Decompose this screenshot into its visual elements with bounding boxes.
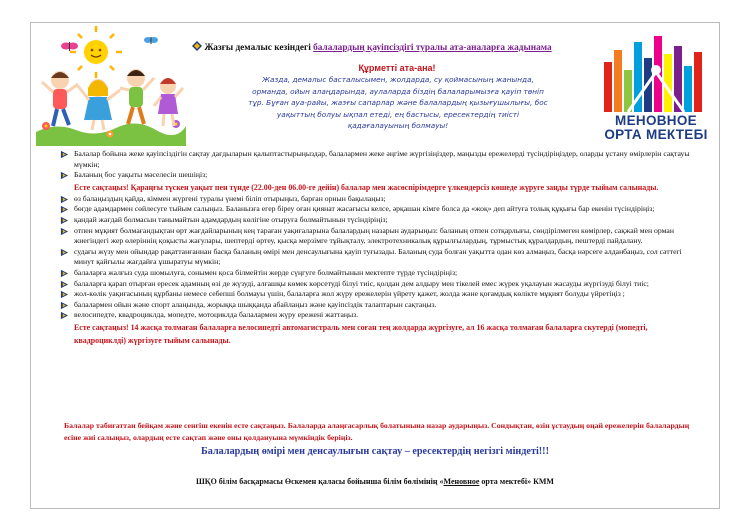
arrow-bullet-icon bbox=[60, 227, 69, 236]
greeting: Құрметті ата-ана! bbox=[358, 63, 436, 73]
intro-line: қадағалауының болмауы! bbox=[347, 121, 449, 131]
rule-item bbox=[60, 170, 700, 181]
intro-line: орманда, ойын алаңдарында, аулаларда біздің балаларымызға қауіп төніп bbox=[252, 86, 544, 96]
intro-line: Жазда, демалыс басталысымен, жолдарда, су қоймасының жанында, bbox=[262, 75, 534, 84]
school-logo bbox=[598, 32, 714, 144]
rule-item bbox=[60, 279, 700, 290]
arrow-bullet-icon bbox=[60, 280, 69, 289]
child-figure bbox=[120, 69, 154, 124]
rule-item bbox=[60, 300, 700, 311]
rule-text: Баланың бос уақыты мәселесін шешіңіз; bbox=[74, 170, 208, 180]
intro-line: тұр. Бұған ауа-райы, жазғы сапарлар және балалардың қызығушылығы, бос bbox=[248, 98, 548, 108]
motto: Балалардың өмірі мен денсаулығын сақтау – ересектердің негізгі міндеті!!! bbox=[201, 446, 549, 457]
footer-tail: орта мектебі» КММ bbox=[479, 477, 554, 486]
rule-item bbox=[60, 247, 700, 268]
logo-line1: МЕНОВНОЕ bbox=[615, 113, 697, 128]
arrow-bullet-icon bbox=[60, 205, 69, 214]
rule-item bbox=[60, 204, 700, 215]
rule-text: бөгде адамдармен сөйлесуге тыйым салыңыз. Баланызға егер біреу оған қиянат жасағысы келсе, әрқашан кімге болса да «жоқ» деп айтуға толық құқығы бар екенін түсіндіріңіз; bbox=[74, 204, 655, 214]
arrow-bullet-icon bbox=[60, 195, 69, 204]
rule-item bbox=[60, 310, 700, 321]
logo-line2: ОРТА МЕКТЕБІ bbox=[604, 127, 708, 142]
rule-item bbox=[60, 268, 700, 279]
arrow-bullet-icon bbox=[60, 150, 69, 159]
arrow-bullet-icon bbox=[60, 216, 69, 225]
arrow-bullet-icon bbox=[60, 301, 69, 310]
arrow-bullet-icon bbox=[60, 290, 69, 299]
rule-text: балалармен ойын және спорт алаңында, жорыққа шыққанда абайлаңыз және қауіпсіздік талаптарын сақтаңыз. bbox=[74, 299, 437, 309]
child-figure bbox=[42, 71, 78, 126]
arrow-bullet-icon bbox=[60, 311, 69, 320]
title-highlight: балалардың қауіпсіздігі туралы ата-аналарға жадынама bbox=[313, 43, 552, 53]
rule-text: судағы жүзу мен ойындар рақаттанғаннан басқа баланың өмірі мен денсаулығына қауіп туғызады. Баланың суда болған уақытта одан көз алмаңыз, басқа нәрсеге алданбаңыз, сол сәттегі минут қайғылы жағдайға ұшыратуы мүмкін; bbox=[74, 246, 682, 267]
children-illustration bbox=[36, 26, 186, 146]
rule-item bbox=[60, 194, 700, 205]
warning-item bbox=[60, 181, 700, 194]
rule-text: Есте сақтаңыз! Қараңғы түскен уақыт пен түнде (22.00-ден 06.00-ге дейін) балалар мен жасөспірімдерге үлкендерсіз көшеде жүруге заңды түрде тыйым салынады. bbox=[74, 182, 659, 192]
rules-list bbox=[60, 149, 700, 347]
child-figure bbox=[78, 79, 120, 130]
closing-paragraph: Балалар табиғаттан бейқам және сенгіш екенін есте сақтаңыз. Балаларда алаңғасарлық болатынына назар аударыңыз. Сондықтан, өзін ұстаудың оңай ережелерін балалардың есіне жиі салыңыз, олардың есте сақтап және оны қолдануына мүмкіндік беріңіз. bbox=[64, 421, 690, 442]
rule-text: велосипедте, квадроциклда, мопедте, мотоциклда балалармен жүру ережені жаттаңыз. bbox=[74, 310, 359, 320]
intro-line: уақыттың болуы ықпал етеді, ең бастысы, ересектердің тиісті bbox=[276, 109, 520, 119]
arrow-bullet-icon bbox=[60, 248, 69, 257]
rule-text: Балалар бойына жеке қауіпсіздігін сақтау дағдыларын қалыптастырыңыздар, балалармен жеке әңгіме жүргізіңіздер, маңызды ережелерді түсіндіріңіздер, оларды ұстану өмірлерін сақтауы мүмкін; bbox=[74, 149, 690, 169]
page-title bbox=[192, 41, 602, 53]
rule-text: балаларға қарап отырған ересек адамның өзі де жүзуді, алғашқы көмек көрсетуді білуі тиіс, қолдан дем алдыру мен тікелей емес жүрек уқалауын жасауды жүргізуді білуі тиіс; bbox=[74, 278, 649, 288]
footer-school: Меновное bbox=[443, 477, 480, 486]
rule-item bbox=[60, 215, 700, 226]
sun-icon bbox=[70, 26, 122, 78]
rule-item bbox=[60, 226, 700, 247]
rule-text: Есте сақтаңыз! 14 жасқа толмаған балаларға велосипедті автомагистраль мен соған тең жолдарда жүргізуге, ал 16 жасқа толмаған балаларға скутерді (мопедті, квадроциклді) жүргізуге тыйым салынады. bbox=[74, 322, 648, 345]
rule-text: балаларға жалғыз суда шомылуға, сонымен қоса білмейтін жерде сүңгуге болмайтынын мектепте түрде түсіндіріңіз; bbox=[74, 267, 458, 277]
rule-text: отпен мұқият болмағандықтан өрт жағдайларының кең тараған уақиғаларына балалардың назарын аударыңыз: баланың отпен сотқарлығы, сөндірілмеген көмірлер, сақжай мен орман жиегіндегі жер өлеріннің қоқысты жағулары, шептерді өртеу, қысқа мерзімге тұйықталу, электротехникалық құрылғылардың, тұрмыстық құралдардың, пештерді пайдалану. bbox=[74, 225, 674, 246]
child-figure bbox=[154, 78, 183, 126]
arrow-bullet-icon bbox=[60, 171, 69, 180]
footer-organization bbox=[60, 477, 690, 486]
rule-text: қандай жағдай болмасын танымайтын адамдардың көлігіне отыруға болмайтынын түсіндіріңіз; bbox=[74, 214, 388, 224]
intro-paragraph bbox=[196, 74, 600, 132]
diamond-bullet-icon bbox=[192, 41, 202, 51]
rule-text: жол-көлік уақиғасының құрбаны немесе себепші болмауы үшін, балаларға жол жүру ережелерін үйрету қажет, жолда және қоғамдық көлікте мұқият болуды үйретіңіз ; bbox=[74, 289, 625, 299]
logo-bars-icon bbox=[598, 32, 714, 114]
warning-item bbox=[60, 321, 700, 347]
title-lead: Жазғы демалыс кезіндегі bbox=[204, 43, 314, 53]
arrow-bullet-icon bbox=[60, 269, 69, 278]
rule-item bbox=[60, 149, 700, 170]
butterfly-icon bbox=[144, 37, 158, 44]
rule-text: өз балаңыздың қайда, кіммен жүргені туралы үнемі біліп отырыңыз, барған орнын бақылаңыз; bbox=[74, 193, 386, 203]
butterfly-icon bbox=[61, 42, 78, 51]
rule-item bbox=[60, 289, 700, 300]
footer-lead: ШҚО білім басқармасы Өскемен қаласы бойынша білім бөлімінің « bbox=[196, 477, 444, 486]
